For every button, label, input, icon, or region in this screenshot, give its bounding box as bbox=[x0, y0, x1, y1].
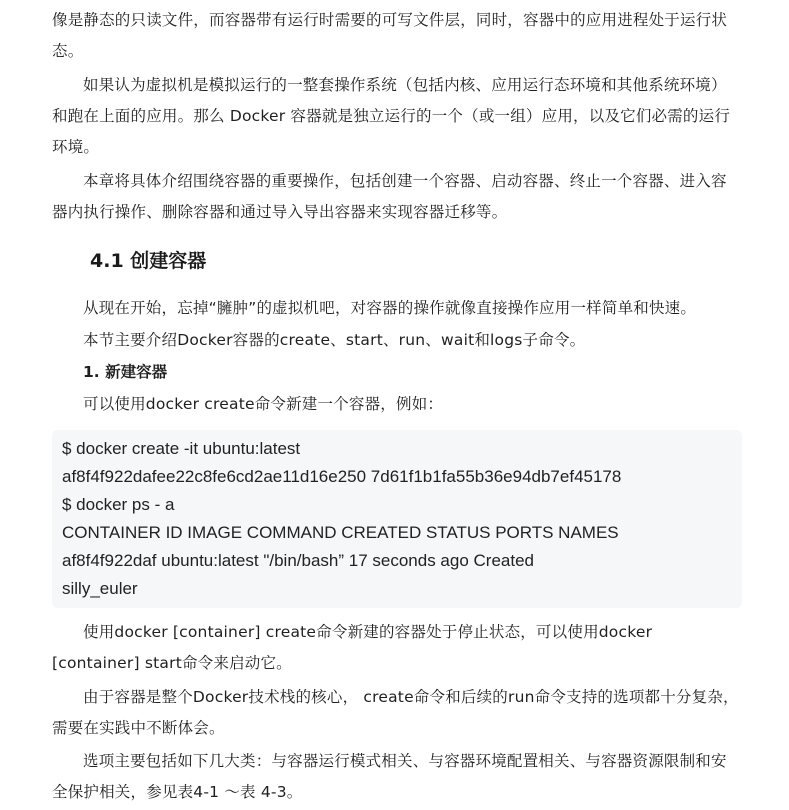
paragraph-forget-vm: 从现在开始，忘掉“臃肿”的虚拟机吧，对容器的操作就像直接操作应用一样简单和快速。 bbox=[83, 299, 697, 317]
paragraph-vm-comparison: 如果认为虚拟机是模拟运行的一整套操作系统（包括内核、应用运行态环境和其他系统环境）和跑在上面的应用。那么 Docker 容器就是独立运行的一个（或一组）应用，以及它们必需的运行环境。 bbox=[52, 76, 731, 156]
code-line: $ docker create -it ubuntu:latest bbox=[62, 439, 301, 458]
paragraph-chapter-overview: 本章将具体介绍围绕容器的重要操作，包括创建一个容器、启动容器、终止一个容器、进入容器内执行操作、删除容器和通过导入导出容器来实现容器迁移等。 bbox=[52, 172, 727, 221]
subsection-heading: 1. 新建容器 bbox=[83, 363, 168, 381]
paragraph-subcommands: 本节主要介绍Docker容器的create、start、run、wait和logs子命令。 bbox=[83, 331, 586, 349]
code-line: af8f4f922dafee22c8fe6cd2ae11d16e250 7d61f1b1fa55b36e94db7ef45178 bbox=[62, 467, 622, 486]
section-heading: 4.1 创建容器 bbox=[90, 250, 207, 272]
code-block bbox=[52, 430, 742, 608]
code-line: CONTAINER ID IMAGE COMMAND CREATED STATUS PORTS NAMES bbox=[62, 523, 619, 542]
paragraph-container-intro: 像是静态的只读文件，而容器带有运行时需要的可写文件层，同时，容器中的应用进程处于运行状态。 bbox=[52, 11, 728, 60]
paragraph-stopped-state: 使用docker [container] create命令新建的容器处于停止状态，可以使用docker [container] start命令来启动它。 bbox=[52, 623, 653, 672]
code-line: af8f4f922daf ubuntu:latest "/bin/bash” 17 seconds ago Created bbox=[62, 551, 534, 570]
paragraph-create-usage: 可以使用docker create命令新建一个容器，例如： bbox=[83, 395, 444, 413]
paragraph-options-complexity: 由于容器是整个Docker技术栈的核心， create命令和后续的run命令支持的选项都十分复杂，需要在实践中不断体会。 bbox=[52, 688, 739, 737]
code-line: $ docker ps - a bbox=[62, 495, 175, 514]
code-line: silly_euler bbox=[62, 579, 138, 598]
paragraph-option-categories: 选项主要包括如下几大类：与容器运行模式相关、与容器环境配置相关、与容器资源限制和安全保护相关，参见表4-1 ～表 4-3。 bbox=[52, 752, 727, 801]
